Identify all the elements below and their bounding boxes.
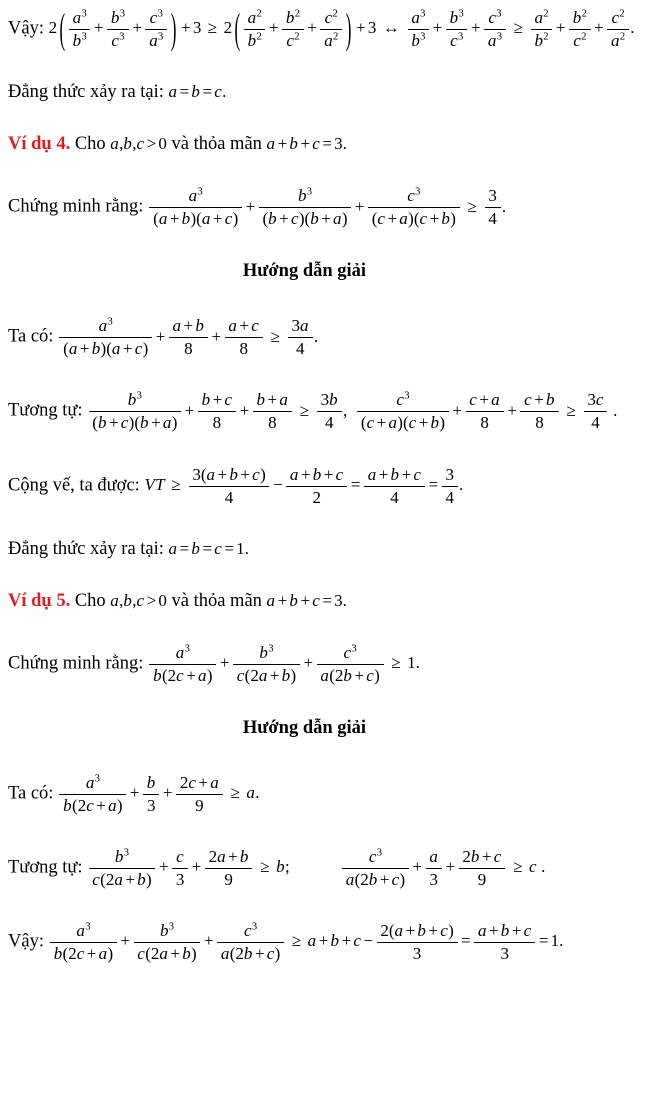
- fraction: $\frac{b + c}{8}$: [198, 390, 236, 433]
- line-equality-4: [8, 539, 659, 560]
- math-formula: a,b,c > 0: [110, 590, 167, 610]
- solution-heading-text: Hướng dẫn giải: [242, 717, 367, 738]
- example-label: Ví dụ 4.: [8, 134, 71, 155]
- fraction: $\frac{b^2}{c^2}$: [282, 8, 304, 51]
- math-formula: $\frac{a^3}{(a + b)(a + c)}$ + $\frac{a + b}{8}$ + $\frac{a + c}{8}$ ≥ $\frac{3a}{4}$ .: [58, 327, 318, 346]
- line-problem-5: [8, 643, 659, 686]
- fraction: $\frac{a + b + c}{2}$: [286, 465, 347, 508]
- line-tuongtu-5: [8, 847, 659, 890]
- fraction: $\frac{c^2}{a^2}$: [607, 8, 629, 51]
- text-run: Cộng vế, ta được:: [8, 474, 145, 495]
- math-formula: a,b,c > 0: [110, 134, 167, 154]
- math-formula: $\frac{b^3}{(b + c)(b + a)}$ + $\frac{b + c}{8}$ + $\frac{b + a}{8}$ ≥ $\frac{3b}{4}$ , $\frac{c^3}{(c + a)(c + b)}$ + $\frac{c + a}{8}$ + $\frac{c + b}{8}$ ≥ $\frac{3c}{4}$ .: [87, 401, 617, 420]
- text-run: Chứng minh rằng:: [8, 653, 149, 674]
- fraction: $\frac{a + b + c}{3}$: [474, 921, 535, 964]
- text-run: và thỏa mãn: [166, 134, 267, 155]
- fraction: $\frac{a^3}{b(2c + a)}$: [59, 773, 126, 816]
- fraction: $\frac{c^3}{a^3}$: [484, 8, 506, 51]
- big-right-paren: ): [345, 4, 352, 53]
- line-congve-4: [8, 465, 659, 508]
- fraction: $\frac{c^3}{(c + a)(c + b)}$: [368, 186, 460, 229]
- math-formula: a + b + c = 3.: [266, 134, 347, 154]
- big-left-paren: (: [234, 4, 241, 53]
- line-taco-4: [8, 316, 659, 359]
- math-formula: $\frac{a^3}{b(2c + a)}$ + $\frac{b}{3}$ + $\frac{2c + a}{9}$ ≥ a.: [58, 783, 259, 802]
- fraction: $\frac{b^3}{c(2a + b)}$: [233, 643, 300, 686]
- line-example-5: [8, 591, 659, 612]
- fraction: $\frac{b^3}{c^3}$: [446, 8, 468, 51]
- math-formula: $\frac{a^3}{b(2c + a)}$ + $\frac{b^3}{c(2a + b)}$ + $\frac{c^3}{a(2b + c)}$ ≥ 1.: [148, 653, 420, 672]
- math-formula: a = b = c.: [168, 82, 227, 102]
- fraction: $\frac{c^3}{a(2b + c)}$: [217, 921, 284, 964]
- fraction: $\frac{c + b}{8}$: [520, 390, 558, 433]
- math-formula: $\frac{a^3}{b(2c + a)}$ + $\frac{b^3}{c(2a + b)}$ + $\frac{c^3}{a(2b + c)}$ ≥ a + b + c − $\frac{2(a + b + c)}{3}$ = $\frac{a + b + c}{3}$ = 1.: [49, 931, 564, 950]
- fraction: $\frac{b^3}{c(2a + b)}$: [89, 847, 156, 890]
- line-solution-heading-5: [8, 717, 659, 739]
- line-solution-heading-4: [8, 260, 659, 282]
- fraction: $\frac{3c}{4}$: [584, 390, 608, 433]
- text-run: Ta có:: [8, 326, 59, 347]
- fraction: $\frac{c + a}{8}$: [466, 390, 504, 433]
- fraction: $\frac{a^3}{b^3}$: [69, 8, 91, 51]
- fraction: $\frac{c^3}{a^3}$: [145, 8, 167, 51]
- text-run: Chứng minh rằng:: [8, 196, 149, 217]
- fraction: $\frac{a^3}{(a + b)(a + c)}$: [59, 316, 152, 359]
- text-run: Vậy:: [8, 931, 49, 952]
- math-formula: VT ≥ $\frac{3(a + b + c)}{4}$ − $\frac{a + b + c}{2}$ = $\frac{a + b + c}{4}$ = $\frac{3}{4}$ .: [144, 464, 464, 507]
- text-run: Đẳng thức xảy ra tại:: [8, 82, 169, 103]
- fraction: $\frac{a^3}{b^3}$: [408, 8, 430, 51]
- fraction: $\frac{b^3}{c^3}$: [107, 8, 129, 51]
- line-problem-4: [8, 186, 659, 229]
- fraction: $\frac{3}{4}$: [442, 465, 458, 508]
- fraction: $\frac{a^2}{b^2}$: [531, 8, 553, 51]
- fraction: $\frac{c^3}{a(2b + c)}$: [317, 643, 384, 686]
- fraction: $\frac{2a + b}{9}$: [205, 847, 253, 890]
- fraction: $\frac{b^3}{(b + c)(b + a)}$: [89, 390, 182, 433]
- fraction: $\frac{b + a}{8}$: [253, 390, 292, 433]
- math-formula: a + b + c = 3.: [266, 590, 347, 610]
- line-tuongtu-4: [8, 390, 659, 433]
- fraction: $\frac{a^3}{(a + b)(a + c)}$: [149, 186, 242, 229]
- fraction: $\frac{a + c}{8}$: [225, 316, 263, 359]
- text-run: Tương tự:: [8, 400, 88, 421]
- line-example-4: [8, 134, 659, 155]
- fraction: $\frac{b}{3}$: [143, 773, 159, 816]
- fraction: $\frac{2b + c}{9}$: [459, 847, 506, 890]
- fraction: $\frac{b^3}{(b + c)(b + a)}$: [259, 186, 352, 229]
- fraction: $\frac{3b}{4}$: [317, 390, 342, 433]
- fraction: $\frac{3}{4}$: [485, 186, 501, 229]
- fraction: $\frac{c}{3}$: [172, 847, 188, 890]
- text-run: Vậy:: [8, 18, 49, 39]
- fraction: $\frac{3(a + b + c)}{4}$: [189, 465, 270, 508]
- math-formula: a = b = c = 1.: [168, 538, 249, 558]
- fraction: $\frac{a + b + c}{4}$: [364, 465, 425, 508]
- line-conclusion-5: [8, 921, 659, 964]
- fraction: $\frac{b^2}{c^2}$: [569, 8, 591, 51]
- text-run: Cho: [70, 590, 111, 611]
- math-formula: $\frac{a^3}{(a + b)(a + c)}$ + $\frac{b^3}{(b + c)(b + a)}$ + $\frac{c^3}{(c + a)(c + b)}$ ≥ $\frac{3}{4}$ .: [148, 197, 506, 216]
- line-conclusion-ex3: [8, 4, 659, 53]
- fraction: $\frac{2c + a}{9}$: [176, 773, 223, 816]
- text-run: và thỏa mãn: [166, 590, 267, 611]
- big-right-paren: ): [170, 4, 177, 53]
- big-left-paren: (: [59, 4, 66, 53]
- text-run: Ta có:: [8, 783, 59, 804]
- example-label: Ví dụ 5.: [8, 590, 71, 611]
- text-run: Cho: [70, 134, 111, 155]
- line-taco-5: [8, 773, 659, 816]
- math-formula: 2 ( $\frac{a^3}{b^3}$ + $\frac{b^3}{c^3}$ + $\frac{c^3}{a^3}$ ) + 3 ≥ 2 ( $\frac{a^2}{b^2}$ + $\frac{b^2}{c^2}$ + $\frac{c^2}{a^2}$ ) + 3 ↔ $\frac{a^3}{b^3}$ + $\frac{b^3}{c^3}$ + $\frac{c^3}{a^3}$ ≥ $\frac{a^2}{b^2}$ + $\frac{b^2}{c^2}$ + $\frac{c^2}{a^2}$ .: [49, 18, 635, 37]
- solution-heading-text: Hướng dẫn giải: [242, 261, 367, 282]
- fraction: $\frac{c^3}{(c + a)(c + b)}$: [357, 390, 449, 433]
- fraction: $\frac{a^2}{b^2}$: [244, 8, 266, 51]
- text-run: Đẳng thức xảy ra tại:: [8, 538, 169, 559]
- math-formula: $\frac{b^3}{c(2a + b)}$ + $\frac{c}{3}$ + $\frac{2a + b}{9}$ ≥ b; $\frac{c^3}{a(2b + c)}$ + $\frac{a}{3}$ + $\frac{2b + c}{9}$ ≥ c .: [87, 857, 545, 876]
- fraction: $\frac{a^3}{b(2c + a)}$: [149, 643, 216, 686]
- fraction: $\frac{b^3}{c(2a + b)}$: [134, 921, 201, 964]
- line-equality-ex3: [8, 82, 659, 103]
- fraction: $\frac{a^3}{b(2c + a)}$: [50, 921, 117, 964]
- fraction: $\frac{a + b}{8}$: [169, 316, 208, 359]
- fraction: $\frac{c^3}{a(2b + c)}$: [342, 847, 409, 890]
- fraction: $\frac{c^2}{a^2}$: [320, 8, 342, 51]
- fraction: $\frac{2(a + b + c)}{3}$: [377, 921, 458, 964]
- text-run: Tương tự:: [8, 857, 88, 878]
- fraction: $\frac{3a}{4}$: [288, 316, 313, 359]
- fraction: $\frac{a}{3}$: [426, 847, 442, 890]
